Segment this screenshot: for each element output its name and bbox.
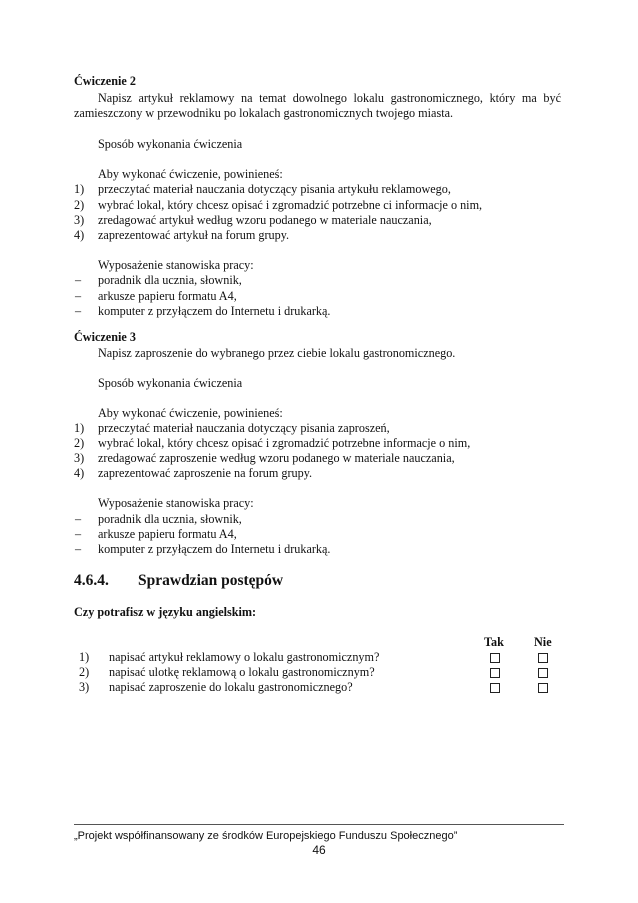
exercise-2-title: Ćwiczenie 2 — [74, 74, 136, 88]
bullet-dash: – — [75, 289, 82, 303]
exercise-2-equipment-title: Wyposażenie stanowiska pracy: — [98, 258, 254, 272]
exercise-2-intro: Aby wykonać ćwiczenie, powinieneś: — [98, 167, 283, 181]
exercise-3-intro: Aby wykonać ćwiczenie, powinieneś: — [98, 406, 283, 420]
exercise-2-step: zredagować artykuł według wzoru podanego w materiale nauczania, — [98, 213, 432, 227]
checkbox-no[interactable] — [538, 653, 548, 663]
exercise-2-step-number: 1) — [74, 182, 85, 196]
exercise-3-equipment-title: Wyposażenie stanowiska pracy: — [98, 496, 254, 510]
exercise-2-method-title: Sposób wykonania ćwiczenia — [98, 137, 243, 151]
section-number: 4.6.4. — [74, 572, 109, 589]
footer-text: „Projekt współfinansowany ze środków Europejskiego Funduszu Społecznego” — [74, 830, 458, 842]
exercise-3-method-title: Sposób wykonania ćwiczenia — [98, 376, 243, 390]
column-header-no: Nie — [534, 635, 552, 649]
exercise-3-step-number: 2) — [74, 436, 85, 450]
exercise-3-equipment-item: poradnik dla ucznia, słownik, — [98, 512, 242, 526]
page-number: 46 — [312, 843, 326, 857]
exercise-3-step-number: 4) — [74, 466, 85, 480]
exercise-3-step: przeczytać materiał nauczania dotyczący pisania zaproszeń, — [98, 421, 390, 435]
bullet-dash: – — [75, 512, 82, 526]
exercise-3-step: zaprezentować zaproszenie na forum grupy. — [98, 466, 313, 480]
quiz-item-text: napisać artykuł reklamowy o lokalu gastronomicznym? — [109, 650, 380, 664]
exercise-2-task-line-1: Napisz artykuł reklamowy na temat dowolnego lokalu gastronomicznego, który ma być — [98, 91, 561, 105]
quiz-item-text: napisać ulotkę reklamową o lokalu gastronomicznym? — [109, 665, 375, 679]
exercise-2-step-number: 3) — [74, 213, 85, 227]
section-heading — [74, 572, 283, 590]
exercise-2-equipment-item: poradnik dla ucznia, słownik, — [98, 273, 242, 287]
exercise-3-title: Ćwiczenie 3 — [74, 330, 136, 344]
bullet-dash: – — [75, 273, 82, 287]
exercise-2-step: przeczytać materiał nauczania dotyczący pisania artykułu reklamowego, — [98, 182, 451, 196]
exercise-3-step: wybrać lokal, który chcesz opisać i zgromadzić potrzebne informacje o nim, — [98, 436, 471, 450]
bullet-dash: – — [75, 304, 82, 318]
exercise-2-task-line-2: zamieszczony w przewodniku po lokalach gastronomicznych twojego miasta. — [74, 106, 454, 120]
bullet-dash: – — [75, 527, 82, 541]
exercise-3-equipment-item: arkusze papieru formatu A4, — [98, 527, 237, 541]
exercise-3-step: zredagować zaproszenie według wzoru podanego w materiale nauczania, — [98, 451, 455, 465]
quiz-question: Czy potrafisz w języku angielskim: — [74, 605, 257, 619]
column-header-yes: Tak — [484, 635, 504, 649]
checkbox-yes[interactable] — [490, 683, 500, 693]
footer-divider — [74, 824, 564, 825]
checkbox-no[interactable] — [538, 668, 548, 678]
exercise-3-equipment-item: komputer z przyłączem do Internetu i drukarką. — [98, 542, 331, 556]
exercise-2-equipment-item: komputer z przyłączem do Internetu i drukarką. — [98, 304, 331, 318]
exercise-3-step-number: 1) — [74, 421, 85, 435]
exercise-3-step-number: 3) — [74, 451, 85, 465]
quiz-item-text: napisać zaproszenie do lokalu gastronomicznego? — [109, 680, 353, 694]
quiz-item-number: 1) — [79, 650, 90, 664]
exercise-2-step: zaprezentować artykuł na forum grupy. — [98, 228, 290, 242]
checkbox-no[interactable] — [538, 683, 548, 693]
bullet-dash: – — [75, 542, 82, 556]
exercise-2-step-number: 4) — [74, 228, 85, 242]
checkbox-yes[interactable] — [490, 653, 500, 663]
quiz-item-number: 3) — [79, 680, 90, 694]
exercise-2-step-number: 2) — [74, 198, 85, 212]
exercise-2-equipment-item: arkusze papieru formatu A4, — [98, 289, 237, 303]
checkbox-yes[interactable] — [490, 668, 500, 678]
exercise-2-step: wybrać lokal, który chcesz opisać i zgromadzić potrzebne ci informacje o nim, — [98, 198, 483, 212]
exercise-3-task: Napisz zaproszenie do wybranego przez ciebie lokalu gastronomicznego. — [98, 346, 456, 360]
quiz-item-number: 2) — [79, 665, 90, 679]
section-title: Sprawdzian postępów — [138, 572, 284, 589]
